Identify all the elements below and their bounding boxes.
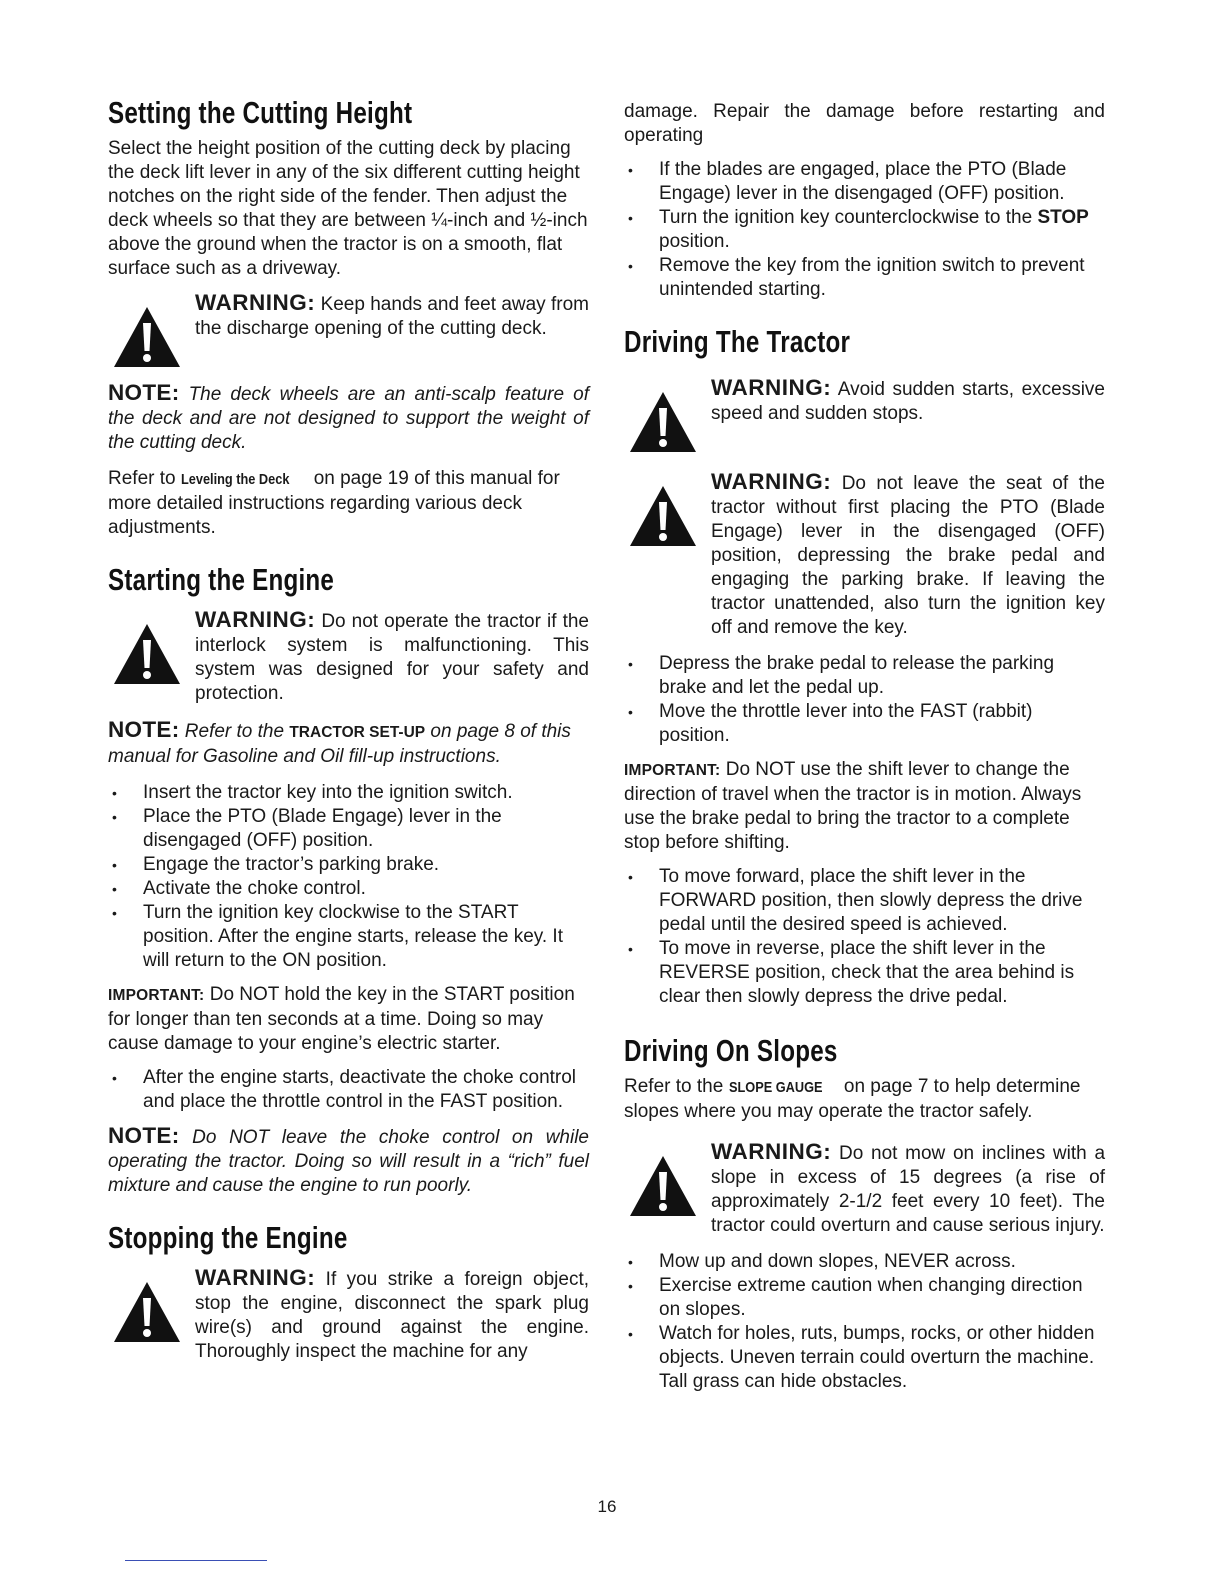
right-column (624, 100, 1105, 1412)
heading-stopping-engine: Stopping the Engine (108, 1220, 348, 1255)
warning-text: Do not leave the seat of the tractor without first placing the PTO (Blade Engage) lever in the disengaged (OFF) position, depressing the brake pedal and engaging the parking brake. If leaving the tractor unattended, also turn the ignition key off and remove the key. (711, 473, 1105, 638)
slopes-list (624, 1250, 1105, 1394)
left-column (108, 95, 589, 1382)
list-item: • Depress the brake pedal to release the parking brake and let the pedal up. (624, 652, 1105, 700)
warning-label: WARNING: (195, 290, 316, 315)
warning-triangle-icon (112, 622, 182, 686)
link-slope-gauge: SLOPE GAUGE (728, 1079, 823, 1096)
note-text: The deck wheels are an anti-scalp feature of the deck and are not designed to support the weight of the cutting deck. (108, 384, 589, 453)
note-label: NOTE: (108, 1123, 180, 1148)
note-choke (108, 1124, 589, 1198)
section-stopping-engine (108, 1220, 589, 1364)
heading-starting-engine: Starting the Engine (108, 562, 335, 597)
list-item: • Watch for holes, ruts, bumps, rocks, or other hidden objects. Uneven terrain could overturn the machine. Tall grass can hide obstacles. (624, 1322, 1105, 1394)
starting-steps-list (108, 781, 589, 973)
warning-triangle-icon (628, 484, 698, 548)
warning-text: Keep hands and feet away from the discharge opening of the cutting deck. (195, 294, 589, 339)
list-item: • Activate the choke control. (108, 877, 589, 901)
list-item: • Mow up and down slopes, NEVER across. (624, 1250, 1105, 1274)
warning-sudden-starts (624, 376, 1105, 454)
warning-leave-seat (624, 470, 1105, 640)
heading-driving-tractor: Driving The Tractor (624, 324, 851, 359)
list-item: • Engage the tractor’s parking brake. (108, 853, 589, 877)
warning-triangle-icon (628, 390, 698, 454)
note-label: NOTE: (108, 717, 180, 742)
warning-text: Do not operate the tractor if the interlock system is malfunctioning. This system was designed for your safety and protection. (195, 611, 589, 704)
refer-leveling: Refer to Leveling the Deck on page 19 of this manual for more detailed instructions regarding various deck adjustments. (108, 468, 560, 538)
warning-text: Avoid sudden starts, excessive speed and sudden stops. (711, 379, 1105, 424)
note-anti-scalp (108, 381, 589, 455)
section-starting-engine (108, 562, 589, 1198)
cutting-height-body: Select the height position of the cutting deck by placing the deck lift lever in any of the six different cutting height notches on the right side of the fender. Then adjust the deck wheels so that they are between ¼-inch and ½-inch above the ground when the tractor is on a smooth, flat surface such as a driveway. (108, 138, 588, 279)
warning-foreign-object (108, 1266, 589, 1364)
warning-text: If you strike a foreign object, stop the engine, disconnect the spark plug wire(s) and ground against the engine. Thoroughly inspect the machine for any (195, 1269, 589, 1362)
stopping-steps-list (624, 158, 1105, 302)
warning-label: WARNING: (711, 1139, 832, 1164)
warning-label: WARNING: (711, 469, 832, 494)
link-tractor-setup: TRACTOR SET-UP (289, 724, 426, 741)
warning-label: WARNING: (195, 607, 316, 632)
list-item: • Insert the tractor key into the ignition switch. (108, 781, 589, 805)
driving-steps-list-2 (624, 865, 1105, 1009)
warning-interlock (108, 608, 589, 706)
note-tractor-setup: NOTE: Refer to the TRACTOR SET-UP on page 8 of this manual for Gasoline and Oil fill-up instructions. (108, 717, 571, 767)
list-item: • Move the throttle lever into the FAST (rabbit) position. (624, 700, 1105, 748)
driving-steps-list (624, 652, 1105, 748)
list-item: • To move in reverse, place the shift lever in the REVERSE position, check that the area behind is clear then slowly depress the drive pedal. (624, 937, 1105, 1009)
list-item: • After the engine starts, deactivate the choke control and place the throttle control in the FAST position. (108, 1066, 589, 1114)
footer-rule (125, 1560, 267, 1561)
starting-steps-list-2 (108, 1066, 589, 1114)
important-start-key: IMPORTANT: Do NOT hold the key in the START position for longer than ten seconds at a time. Doing so may cause damage to your engine’s electric starter. (108, 984, 575, 1054)
warning-triangle-icon (628, 1154, 698, 1218)
important-shift-lever: IMPORTANT: Do NOT use the shift lever to change the direction of travel when the tractor is in motion. Always use the brake pedal to bring the tractor to a complete stop before shifting. (624, 759, 1082, 853)
list-item: • Turn the ignition key clockwise to the START position. After the engine starts, release the key. It will return to the ON position. (108, 901, 589, 973)
list-item: • If the blades are engaged, place the PTO (Blade Engage) lever in the disengaged (OFF) position. (624, 158, 1105, 206)
heading-driving-slopes: Driving On Slopes (624, 1033, 838, 1068)
note-text: Do NOT leave the choke control on while operating the tractor. Doing so will result in a “rich” fuel mixture and cause the engine to run poorly. (108, 1127, 589, 1196)
page-number: 16 (597, 1497, 617, 1516)
important-label: IMPORTANT: (108, 987, 205, 1004)
section-driving-tractor (624, 324, 1105, 1009)
warning-triangle-icon (112, 1280, 182, 1344)
warning-text: Do not mow on inclines with a slope in excess of 15 degrees (a rise of approximately 2-1/2 feet every 10 feet). The tractor could overturn and cause serious injury. (711, 1143, 1106, 1236)
important-label: IMPORTANT: (624, 762, 721, 779)
list-item: • Turn the ignition key counterclockwise to the STOP position. (624, 206, 1105, 254)
warning-discharge (108, 291, 589, 369)
continued-text: damage. Repair the damage before restarting and operating (624, 101, 1105, 146)
heading-cutting-height: Setting the Cutting Height (108, 95, 413, 130)
warning-label: WARNING: (711, 375, 832, 400)
warning-inclines (624, 1140, 1105, 1238)
list-item: • Remove the key from the ignition switch to prevent unintended starting. (624, 254, 1105, 302)
list-item: • Exercise extreme caution when changing direction on slopes. (624, 1274, 1105, 1322)
list-item: • Place the PTO (Blade Engage) lever in the disengaged (OFF) position. (108, 805, 589, 853)
list-item: • To move forward, place the shift lever in the FORWARD position, then slowly depress the drive pedal until the desired speed is achieved. (624, 865, 1105, 937)
stop-keyword: STOP (1037, 207, 1089, 228)
warning-label: WARNING: (195, 1265, 316, 1290)
note-label: NOTE: (108, 380, 180, 405)
section-cutting-height (108, 95, 589, 540)
refer-slope-gauge: Refer to the SLOPE GAUGE on page 7 to help determine slopes where you may operate the tractor safely. (624, 1076, 1081, 1122)
link-leveling-the-deck: Leveling the Deck (180, 471, 290, 488)
warning-triangle-icon (112, 305, 182, 369)
section-driving-slopes (624, 1033, 1105, 1394)
